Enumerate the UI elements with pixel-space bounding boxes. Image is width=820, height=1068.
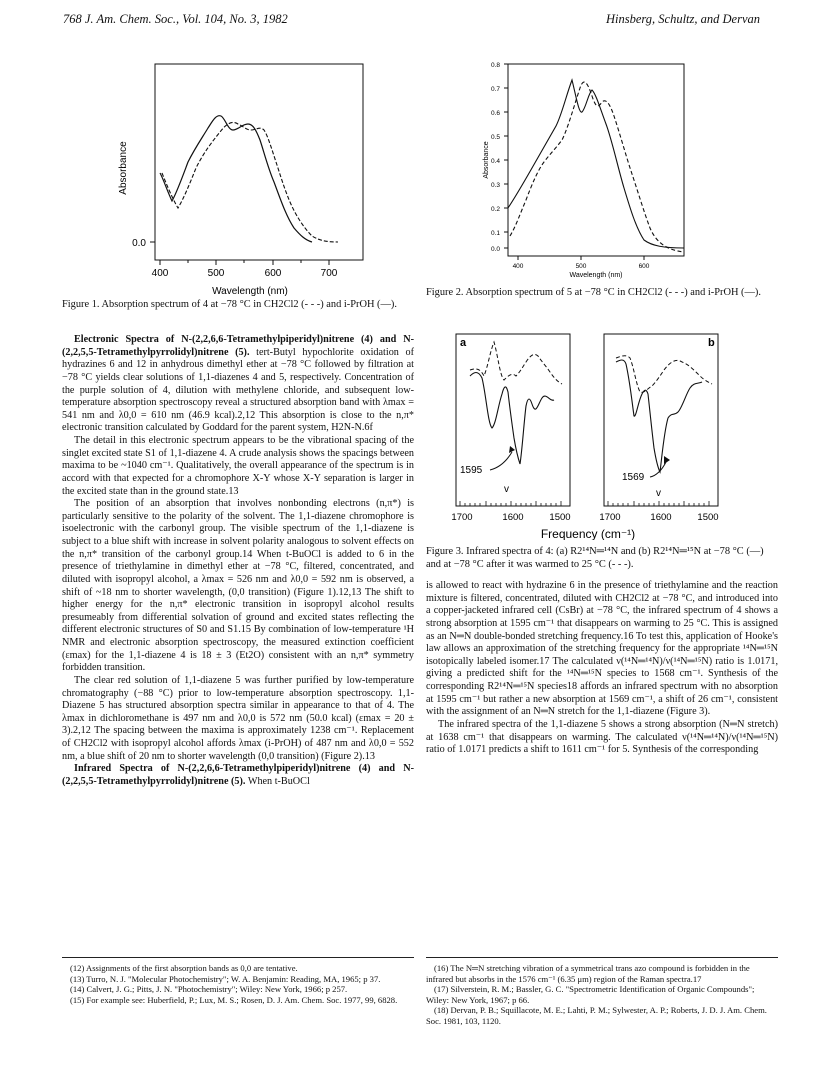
footnote-rule-right xyxy=(426,957,778,958)
fig2-ytick: 0.5 xyxy=(490,134,500,141)
fig3-xtick: 1700 xyxy=(451,512,473,523)
paragraph: The infrared spectra of the 1,1-diazene 5 shows a strong absorption (N═N stretch) at 1638 cm⁻¹ that disappears on warming. The calculated ν(¹⁴N═¹⁴N)/ν(¹⁴N═¹⁵N) ratio of 1.0171 predicts a shift to 1611 cm⁻¹ for 5. Synthesis of the corresponding xyxy=(426,718,778,756)
fig2-xtick: 400 xyxy=(512,263,524,270)
fig2-ytick: 0.3 xyxy=(490,182,500,189)
footnotes-right xyxy=(426,963,778,1027)
paragraph: When t-BuOCl xyxy=(247,775,310,787)
figure-3-caption: Figure 3. Infrared spectra of 4: (a) R2¹⁴N═¹⁴N and (b) R2¹⁴N═¹⁵N at −78 °C (—) and at −78 °C after it was warmed to 25 °C (- - -). xyxy=(426,546,764,570)
footnote: (17) Silverstein, R. M.; Bassler, G. C. "Spectrometric Identification of Organic Compounds"; Wiley: New York, 1967; p 66. xyxy=(426,984,755,1005)
fig2-ytick: 0.4 xyxy=(490,158,500,165)
author-list: Hinsberg, Schultz, and Dervan xyxy=(605,12,760,26)
fig1-ipro-curve xyxy=(160,116,312,242)
fig2-xlabel: Wavelength (nm) xyxy=(569,272,623,279)
fig3-peak-b-arrow xyxy=(650,462,666,477)
left-column-body xyxy=(62,334,414,789)
fig2-ytick: 0.7 xyxy=(490,86,500,93)
figure-3-chart xyxy=(446,332,766,540)
fig1-ylabel: Absorbance xyxy=(118,141,129,195)
fig1-xtick: 700 xyxy=(320,268,338,279)
fig3-xtick: 1600 xyxy=(650,512,672,523)
fig3-peak-b-label: 1569 xyxy=(622,472,645,483)
footnote: (12) Assignments of the first absorption bands as 0,0 are tentative. xyxy=(70,963,298,973)
fig3-xtick: 1700 xyxy=(599,512,621,523)
figure-1-chart xyxy=(100,58,400,310)
fig1-xtick: 500 xyxy=(207,268,225,279)
figure-1-frame xyxy=(155,64,363,260)
fig3-xtick: 1600 xyxy=(502,512,524,523)
paragraph: is allowed to react with hydrazine 6 in the presence of triethylamine and the reaction mixture is filtered, concentrated, diluted with CH2Cl2 at −78 °C, and introduced into a copper-jacketed infrared cell (CsBr) at −78 °C, the infrared spectrum of 4 shows a strong absorption at 1595 cm⁻¹ that disappears on warming to 25 °C. This is assigned as an N═N double-bonded stretching frequency.16 To test this, application of Hooke's law allows an approximation of the stretching frequency for the appropriate ¹⁴N═¹⁵N isotopically labeled isomer.17 The calculated ν(¹⁴N═¹⁴N)/ν(¹⁴N═¹⁵N) ratio is 1.0171, giving a predicted shift for the ¹⁴N═¹⁵N species to 1568 cm⁻¹. Synthesis of the corresponding R2¹⁴N═¹⁵N species18 affords an infrared spectrum with no absorption at 1595 cm⁻¹ but rather a new absorption at 1569 cm⁻¹, a shift of 26 cm⁻¹, consistent with the assignment of an N═N stretch for the 1,1-diazene (Figure 3). xyxy=(426,580,778,718)
fig2-ytick: 0.6 xyxy=(490,110,500,117)
footnote: (18) Dervan, P. B.; Squillacote, M. E.; Lahti, P. M.; Sylwester, A. P.; Roberts, J. D. J. Am. Chem. Soc. 1981, 103, 1120. xyxy=(426,1005,767,1026)
fig3-xtick: 1500 xyxy=(549,512,571,523)
fig3-panel-a-label: a xyxy=(460,337,467,349)
footnote: (13) Turro, N. J. "Molecular Photochemistry"; W. A. Benjamin: Reading, MA, 1965; p 37. xyxy=(70,973,381,984)
footnote: (15) For example see: Huberfield, P.; Lux, M. S.; Rosen, D. J. Am. Chem. Soc. 1977, 99, 6828. xyxy=(70,994,398,1005)
fig2-ipro-curve xyxy=(508,80,684,248)
figure-2-frame xyxy=(508,64,684,256)
fig3-xtick: 1500 xyxy=(697,512,719,523)
right-column-body xyxy=(426,580,778,757)
fig3-a-dashed-curve xyxy=(470,342,562,384)
fig1-xlabel: Wavelength (nm) xyxy=(212,286,288,297)
fig2-ytick: 0.1 xyxy=(490,230,500,237)
fig3-b-solid-curve xyxy=(616,360,702,472)
fig1-xtick: 600 xyxy=(264,268,282,279)
paragraph: The clear red solution of 1,1-diazene 5 was further purified by low-temperature chromatography (−88 °C) prior to low-temperature absorption spectroscopy. 1,1-Diazene 5 has structured absorption spectra similar in appearance to that of 4. The λmax in dichloromethane is 497 nm and λ0,0 is 572 nm (50.0 kcal) (εmax = 20 ± 3).2,12 The spacing between the maxima is approximately 1238 cm⁻¹. Replacement of CH2Cl2 with isopropyl alcohol affords λmax (i-PrOH) of 487 nm and λ0,0 = 552 nm, a blue shift of 20 nm to shorter wavelength (0,0 transition) (Figure 2).13 xyxy=(62,674,414,762)
section-heading-electronic-spectra: Electronic Spectra of N-(2,2,6,6-Tetramethylpiperidyl)nitrene (4) and N-(2,2,5,5-Tetramethylpyrrolidyl)nitrene (5). xyxy=(62,334,414,358)
fig2-ytick: 0.0 xyxy=(490,246,500,253)
fig3-peak-a-arrow xyxy=(490,452,512,470)
fig2-ylabel: Absorbance xyxy=(483,141,490,179)
fig2-ytick: 0.2 xyxy=(490,206,500,213)
fig1-xtick: 400 xyxy=(151,268,169,279)
fig1-ch2cl2-curve xyxy=(162,122,338,242)
footnote-rule-left xyxy=(62,957,414,958)
fig3-panel-a-frame xyxy=(456,334,570,506)
fig2-ch2cl2-curve xyxy=(510,82,684,252)
paragraph: tert-Butyl hypochlorite oxidation of hydrazines 6 and 12 in anhydrous dimethyl ether at −78 °C followed by filtration at −78 °C yields clear solutions of 1,1-diazenes 4 and 5, respectively. Concentration of the purple solution of 4, dilution with methylene chloride, and subsequent low-temperature absorption spectroscopy reveal a structured absorption band with λmax = 541 nm and λ0,0 = 610 nm (46.9 kcal).2,12 This absorption is close to the n,π* electronic transition calculated by Goddard for the parent system, H2N-N.6f xyxy=(62,346,414,434)
fig3-xlabel: Frequency (cm⁻¹) xyxy=(540,527,636,540)
footnote: (16) The N═N stretching vibration of a symmetrical trans azo compound is forbidden in the infrared but absorbs in the 1576 cm⁻¹ (6.35 μm) region of the Raman spectra.17 xyxy=(426,963,750,984)
journal-citation: 768 J. Am. Chem. Soc., Vol. 104, No. 3, 1982 xyxy=(63,12,288,26)
running-header xyxy=(0,12,820,32)
fig3-panel-b-label: b xyxy=(708,337,715,349)
fig2-xtick: 600 xyxy=(638,263,650,270)
fig3-peak-b-arrowhead xyxy=(664,456,670,464)
fig2-xtick: 500 xyxy=(575,263,587,270)
footnote: (14) Calvert, J. G.; Pitts, J. N. "Photochemistry"; Wiley: New York, 1966; p 257. xyxy=(70,984,348,995)
figure-2-caption: Figure 2. Absorption spectrum of 5 at −78 °C in CH2Cl2 (- - -) and i-PrOH (—). xyxy=(426,287,761,298)
fig3-peak-a-label: 1595 xyxy=(460,465,483,476)
fig2-ytick: 0.8 xyxy=(490,62,500,69)
paragraph: The position of an absorption that involves nonbonding electrons (n,π*) is particularly sensitive to the polarity of the solvent. The 1,1-diazene chromophore is isoelectronic with the carbonyl group. The visible spectrum of the 1,1-diazene is subject to a blue shift with increase in solvent polarity analogous to solvent effects on the n,π* transition of the carbonyl group.14 When t-BuOCl is added to 6 in the presence of triethylamine in dimethyl ether at −78 °C, filtered, concentrated, and diluted with isopropyl alcohol, a λmax = 526 nm and λ0,0 = 592 nm is observed, a shift of ~18 nm to shorter wavelength, (0,0 transition) (Figure 1).12,13 The shift to higher energy for the n,π* electronic transition in isopropyl alcohol results presumeably from differential solvation of ground and excited states reflecting the different electronic structures of S0 and S1.15 By combination of low-temperature ¹H NMR and electronic absorption spectroscopy, the measured extinction coefficient (εmax) for the 1,1-diazene 4 is 18 ± 3 (Et2O) consistent with an n,π* symmetry forbidden transition. xyxy=(62,498,414,674)
fig3-v-b: v xyxy=(656,488,661,499)
fig3-peak-a-arrowhead xyxy=(509,446,515,453)
footnotes-left xyxy=(62,963,414,1005)
figure-2-chart xyxy=(478,58,708,280)
paragraph: The detail in this electronic spectrum appears to be the vibrational spacing of the singlet excited state S1 of 1,1-diazene 4. A crude analysis shows the spacings between maxima to be ~1040 cm⁻¹. Qualitatively, the overall appearance of the spectrum is in accord with that expected for a chromophore X-Y whose X-Y separation is larger in the excited state than in the ground state.13 xyxy=(62,435,414,497)
fig1-ytick: 0.0 xyxy=(132,238,146,249)
section-heading-infrared-spectra: Infrared Spectra of N-(2,2,6,6-Tetramethylpiperidyl)nitrene (4) and N-(2,2,5,5-Tetramethylpyrrolidyl)nitrene (5). xyxy=(62,763,414,787)
figure-1-caption: Figure 1. Absorption spectrum of 4 at −78 °C in CH2Cl2 (- - -) and i-PrOH (—). xyxy=(62,299,397,310)
fig3-v-a: v xyxy=(504,484,509,495)
